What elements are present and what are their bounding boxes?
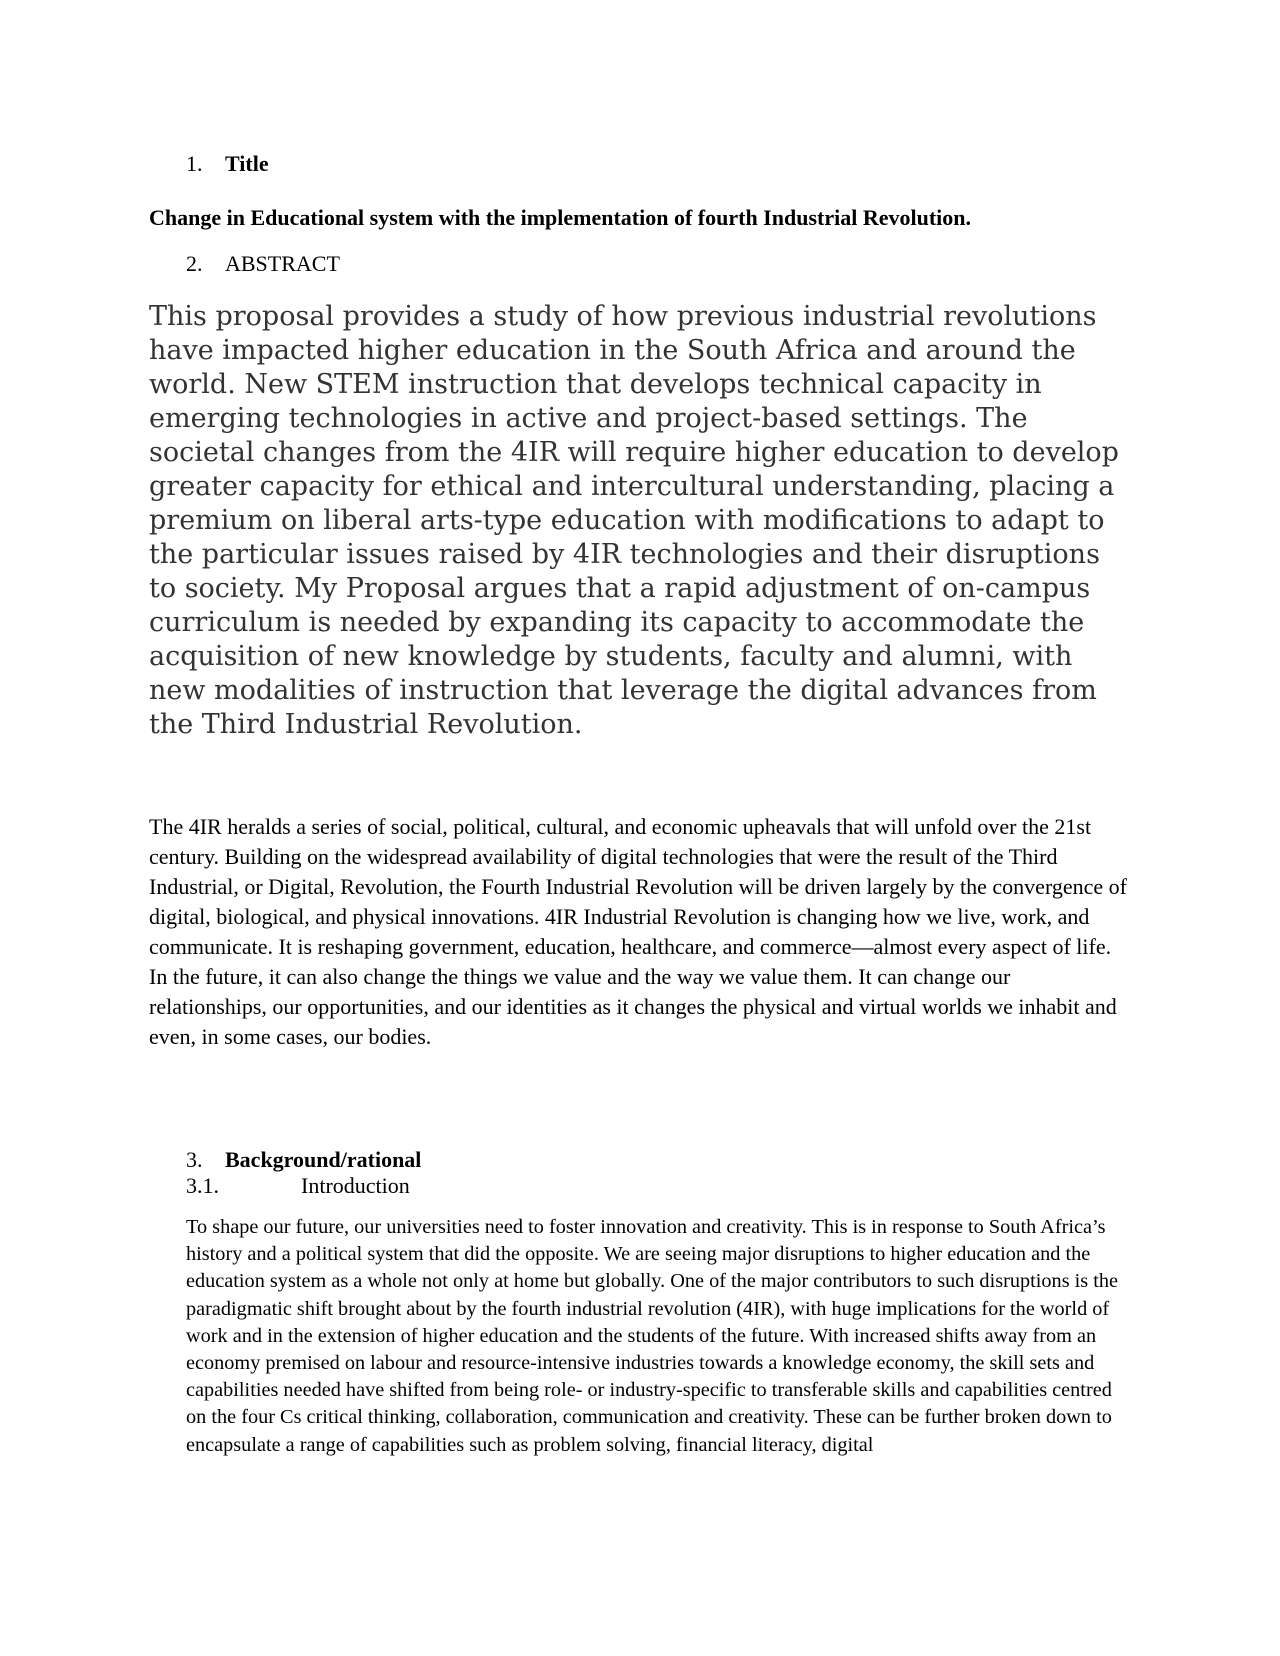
background-heading: [186, 1146, 421, 1174]
abstract-heading: [186, 250, 340, 278]
background-heading-label: Background/rational: [225, 1147, 422, 1172]
title-heading-number: 1.: [186, 151, 203, 176]
title-heading: [186, 150, 269, 178]
abstract-heading-number: 2.: [186, 251, 203, 276]
background-heading-number: 3.: [186, 1147, 203, 1172]
introduction-heading: [186, 1172, 410, 1200]
document-title: Change in Educational system with the implementation of fourth Industrial Revolution.: [149, 205, 972, 230]
fourth-industrial-revolution-paragraph: The 4IR heralds a series of social, political, cultural, and economic upheavals that will unfold over the 21st century. Building on the widespread availability of digital technologies that were the result of the Third Industrial, or Digital, Revolution, the Fourth Industrial Revolution will be driven largely by the convergence of digital, biological, and physical innovations. 4IR Industrial Revolution is changing how we live, work, and communicate. It is reshaping government, education, healthcare, and commerce—almost every aspect of life. In the future, it can also change the things we value and the way we value them. It can change our relationships, our opportunities, and our identities as it changes the physical and virtual worlds we inhabit and even, in some cases, our bodies.: [149, 814, 1127, 1049]
title-heading-label: Title: [225, 151, 269, 176]
introduction-paragraph: To shape our future, our universities need to foster innovation and creativity. This is in response to South Africa’s history and a political system that did the opposite. We are seeing major disruptions to higher education and the education system as a whole not only at home but globally. One of the major contributors to such disruptions is the paradigmatic shift brought about by the fourth industrial revolution (4IR), with huge implications for the world of work and in the extension of higher education and the students of the future. With increased shifts away from an economy premised on labour and resource-intensive industries towards a knowledge economy, the skill sets and capabilities needed have shifted from being role- or industry-specific to transferable skills and capabilities centred on the four Cs critical thinking, collaboration, communication and creativity. These can be further broken down to encapsulate a range of capabilities such as problem solving, financial literacy, digital: [186, 1216, 1119, 1456]
introduction-heading-number: 3.1.: [186, 1173, 219, 1198]
introduction-heading-label: Introduction: [301, 1173, 410, 1198]
abstract-heading-label: ABSTRACT: [225, 251, 340, 276]
abstract-paragraph: This proposal provides a study of how previous industrial revolutions have impacted higher education in the South Africa and around the world. New STEM instruction that develops technical capacity in emerging technologies in active and project-based settings. The societal changes from the 4IR will require higher education to develop greater capacity for ethical and intercultural understanding, placing a premium on liberal arts-type education with modifications to adapt to the particular issues raised by 4IR technologies and their disruptions to society. My Proposal argues that a rapid adjustment of on-campus curriculum is needed by expanding its capacity to accommodate the acquisition of new knowledge by students, faculty and alumni, with new modalities of instruction that leverage the digital advances from the Third Industrial Revolution.: [149, 301, 1119, 740]
